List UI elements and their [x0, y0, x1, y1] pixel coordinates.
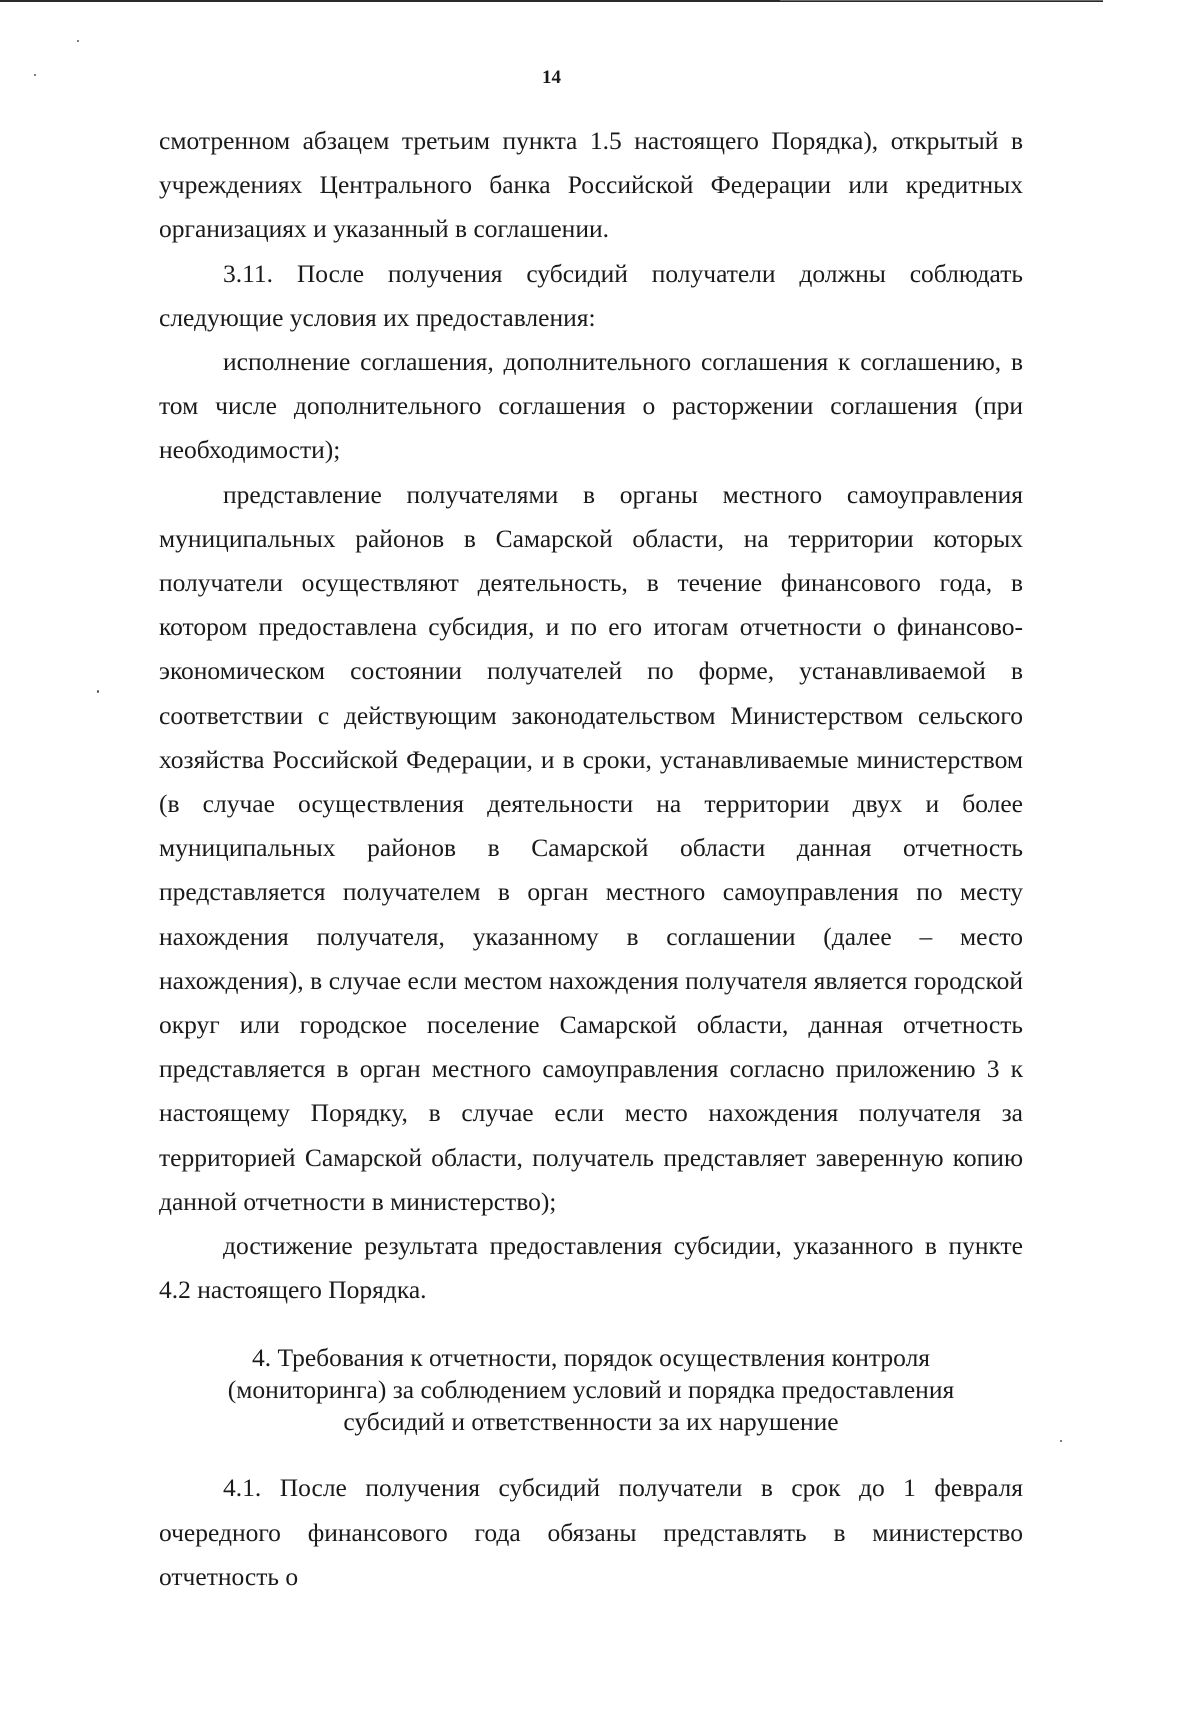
scan-speck	[97, 690, 99, 693]
paragraph-condition-reporting: представление получателями в органы местного самоуправления муниципальных районов в Самарской области, на территории которых получатели осуществляют деятельность, в течение финансового года, в котором предоставлена субсидия, и по его итогам отчетности о финансово-экономическом состоянии получателей по форме, устанавливаемой в соответствии с действующим законодательством Министерством сельского хозяйства Российской Федерации, и в сроки, устанавливаемые министерством (в случае осуществления деятельности на территории двух и более муниципальных районов в Самарской области данная отчетность представляется получателем в орган местного самоуправления по месту нахождения получателя, указанному в соглашении (далее – место нахождения), в случае если местом нахождения получателя является городской округ или городское поселение Самарской области, данная отчетность представляется в орган местного самоуправления согласно приложению 3 к настоящему Порядку, в случае если место нахождения получателя за территорией Самарской области, получатель представляет заверенную копию данной отчетности в министерство);	[159, 479, 1023, 1216]
page-number: 14	[542, 67, 561, 88]
section-heading-line: (мониторинга) за соблюдением условий и порядка предоставления	[227, 1375, 955, 1405]
paragraph-4-1: 4.1. После получения субсидий получатели в срок до 1 февраля очередного финансового года обязаны представлять в министерство отчетность о	[159, 1473, 1023, 1591]
section-heading-line: 4. Требования к отчетности, порядок осуществления контроля	[251, 1343, 931, 1373]
scan-speck	[77, 40, 79, 42]
scan-top-edge-right	[780, 0, 1103, 1]
document-body	[159, 119, 1023, 1599]
paragraph-3-11: 3.11. После получения субсидий получатели должны соблюдать следующие условия их предоставления:	[159, 258, 1023, 332]
section-heading-line: субсидий и ответственности за их нарушение	[343, 1407, 839, 1437]
section-4-heading	[159, 1342, 1023, 1438]
scan-speck	[1060, 1440, 1062, 1442]
paragraph-condition-agreement: исполнение соглашения, дополнительного соглашения к соглашению, в том числе дополнительного соглашения о расторжении соглашения (при необходимости);	[159, 347, 1023, 465]
paragraph-continuation: смотренном абзацем третьим пункта 1.5 настоящего Порядка), открытый в учреждениях Центрального банка Российской Федерации или кредитных организациях и указанный в соглашении.	[159, 126, 1023, 244]
paragraph-condition-result: достижение результата предоставления субсидии, указанного в пункте 4.2 настоящего Порядка.	[159, 1231, 1023, 1305]
